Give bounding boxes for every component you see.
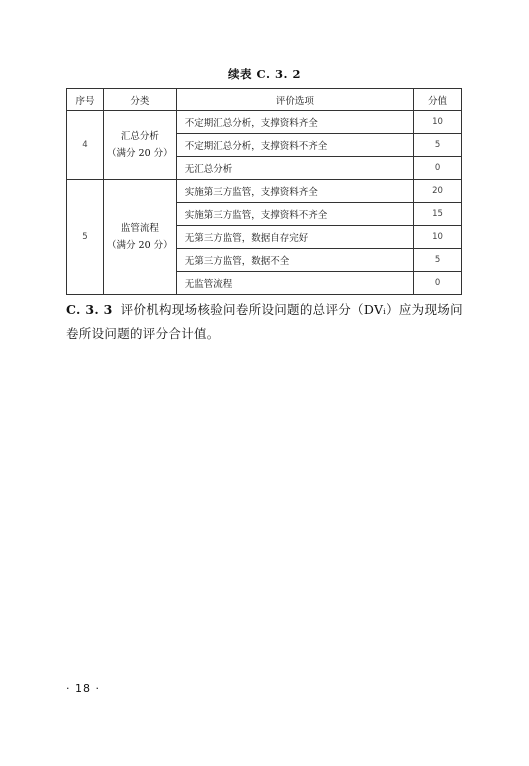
- category-full-score: （满分 20 分）: [107, 240, 173, 251]
- option-cell: 不定期汇总分析，支撑资料不齐全: [176, 134, 413, 157]
- evaluation-table: [66, 88, 462, 295]
- table-row: [67, 111, 462, 134]
- row-number: 5: [67, 180, 104, 295]
- category-name: 监管流程: [120, 223, 159, 234]
- option-cell: 无第三方监管，数据不全: [176, 249, 413, 272]
- option-cell: 不定期汇总分析，支撑资料齐全: [176, 111, 413, 134]
- table-row: [67, 180, 462, 203]
- clause-paragraph: [66, 298, 466, 346]
- header-no: 序号: [67, 89, 104, 111]
- header-score: 分值: [414, 89, 462, 111]
- header-option: 评价选项: [176, 89, 413, 111]
- score-cell: 10: [414, 226, 462, 249]
- row-number: 4: [67, 111, 104, 180]
- score-cell: 0: [414, 157, 462, 180]
- clause-text: 评价机构现场核验问卷所设问题的总评分（DVᵢ）应为现场问卷所设问题的评分合计值。: [66, 302, 463, 341]
- score-cell: 5: [414, 249, 462, 272]
- option-cell: 无第三方监管，数据自存完好: [176, 226, 413, 249]
- score-cell: 5: [414, 134, 462, 157]
- category-name: 汇总分析: [120, 131, 159, 142]
- score-cell: 0: [414, 272, 462, 295]
- option-cell: 无监管流程: [176, 272, 413, 295]
- page-number: · 18 ·: [66, 682, 100, 695]
- score-cell: 20: [414, 180, 462, 203]
- clause-number: C. 3. 3: [66, 302, 113, 317]
- category-cell: [103, 180, 176, 295]
- table-header-row: [67, 89, 462, 111]
- score-cell: 10: [414, 111, 462, 134]
- option-cell: 实施第三方监管，支撑资料齐全: [176, 180, 413, 203]
- score-cell: 15: [414, 203, 462, 226]
- category-full-score: （满分 20 分）: [107, 148, 173, 159]
- header-category: 分类: [103, 89, 176, 111]
- option-cell: 实施第三方监管，支撑资料不齐全: [176, 203, 413, 226]
- table-caption: 续表 C. 3. 2: [228, 67, 301, 81]
- category-cell: [103, 111, 176, 180]
- option-cell: 无汇总分析: [176, 157, 413, 180]
